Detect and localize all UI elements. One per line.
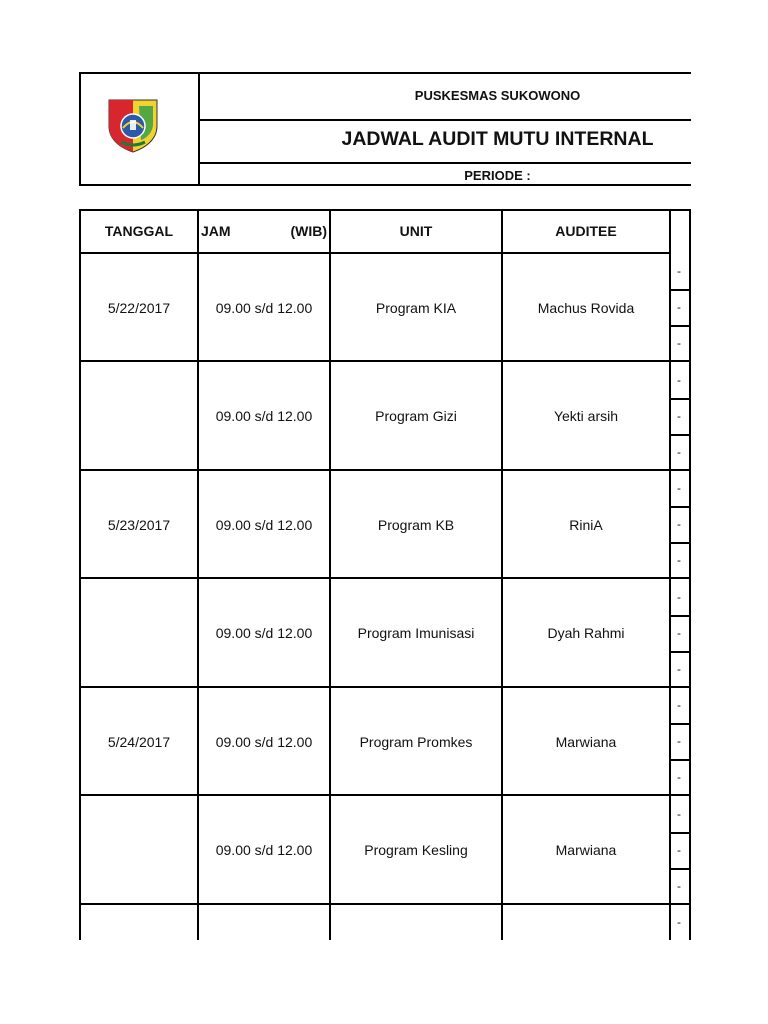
logo-cell — [81, 74, 200, 186]
cell-jam: 09.00 s/d 12.00 — [215, 517, 313, 533]
sub-row-border — [671, 615, 691, 617]
column-border — [689, 209, 691, 940]
period-label: PERIODE : — [464, 168, 531, 183]
cell-auditee: Machus Rovida — [537, 300, 635, 316]
sub-row-border — [671, 868, 691, 870]
cell-unit — [331, 905, 501, 940]
sub-row-border — [671, 469, 691, 471]
sub-row-border — [671, 360, 691, 362]
dash-mark: - — [677, 879, 681, 893]
sub-row-border — [671, 832, 691, 834]
dash-mark: - — [677, 517, 681, 531]
sub-row-border — [671, 723, 691, 725]
sub-row-border — [671, 325, 691, 327]
cell-tanggal: 5/22/2017 — [107, 300, 171, 316]
sub-row-border — [671, 289, 691, 291]
dash-mark: - — [677, 770, 681, 784]
column-border — [669, 209, 671, 940]
column-header-unit: UNIT — [399, 223, 433, 239]
dash-mark: - — [677, 662, 681, 676]
cell-auditee: Marwiana — [555, 842, 617, 858]
sub-row-border — [671, 542, 691, 544]
cell-auditee: Yekti arsih — [553, 408, 619, 424]
audit-schedule-table — [79, 209, 691, 940]
dash-mark: - — [677, 264, 681, 278]
dash-mark: - — [677, 698, 681, 712]
document-title: JADWAL AUDIT MUTU INTERNAL — [341, 128, 654, 150]
cell-auditee — [503, 905, 669, 940]
cell-unit: Program KB — [377, 517, 455, 533]
cell-tanggal: 5/23/2017 — [107, 517, 171, 533]
cell-auditee: Dyah Rahmi — [547, 625, 625, 641]
cell-auditee: Marwiana — [555, 734, 617, 750]
dash-mark: - — [677, 553, 681, 567]
regency-crest-icon — [103, 96, 163, 156]
sub-row-border — [671, 506, 691, 508]
dash-mark: - — [677, 409, 681, 423]
column-header-jam — [201, 209, 327, 253]
dash-mark: - — [677, 590, 681, 604]
cell-unit: Program Gizi — [375, 408, 457, 424]
cell-jam: 09.00 s/d 12.00 — [215, 734, 313, 750]
cell-unit: Program Kesling — [364, 842, 468, 858]
sub-row-border — [671, 903, 691, 905]
column-header-jam-label: JAM — [201, 223, 231, 239]
dash-mark: - — [677, 915, 681, 929]
dash-mark: - — [677, 843, 681, 857]
organization-name: PUSKESMAS SUKOWONO — [414, 88, 581, 103]
sub-row-border — [671, 794, 691, 796]
cell-unit: Program Imunisasi — [357, 625, 475, 641]
cell-tanggal — [81, 579, 197, 687]
dash-mark: - — [677, 445, 681, 459]
cell-tanggal: 5/24/2017 — [107, 734, 171, 750]
cell-jam — [199, 905, 329, 940]
cell-auditee: RiniA — [569, 517, 603, 533]
cell-unit: Program KIA — [375, 300, 457, 316]
dash-mark: - — [677, 373, 681, 387]
document-header — [79, 72, 691, 186]
cell-jam: 09.00 s/d 12.00 — [215, 300, 313, 316]
dash-mark: - — [677, 626, 681, 640]
column-header-tanggal: TANGGAL — [104, 223, 174, 239]
dash-mark: - — [677, 734, 681, 748]
sub-row-border — [671, 434, 691, 436]
sub-row-border — [671, 398, 691, 400]
cell-jam: 09.00 s/d 12.00 — [215, 625, 313, 641]
cell-jam: 09.00 s/d 12.00 — [215, 842, 313, 858]
column-header-wib-label: (WIB) — [290, 223, 327, 239]
cell-tanggal — [81, 362, 197, 470]
cell-tanggal — [81, 905, 197, 940]
header-divider — [200, 119, 691, 121]
dash-mark: - — [677, 807, 681, 821]
sub-row-border — [671, 759, 691, 761]
header-divider — [200, 162, 691, 164]
dash-mark: - — [677, 481, 681, 495]
dash-mark: - — [677, 300, 681, 314]
cell-jam: 09.00 s/d 12.00 — [215, 408, 313, 424]
cell-unit: Program Promkes — [359, 734, 473, 750]
sub-row-border — [671, 686, 691, 688]
sub-row-border — [671, 651, 691, 653]
column-header-auditee: AUDITEE — [555, 223, 617, 239]
sub-row-border — [671, 577, 691, 579]
dash-mark: - — [677, 336, 681, 350]
cell-tanggal — [81, 796, 197, 904]
